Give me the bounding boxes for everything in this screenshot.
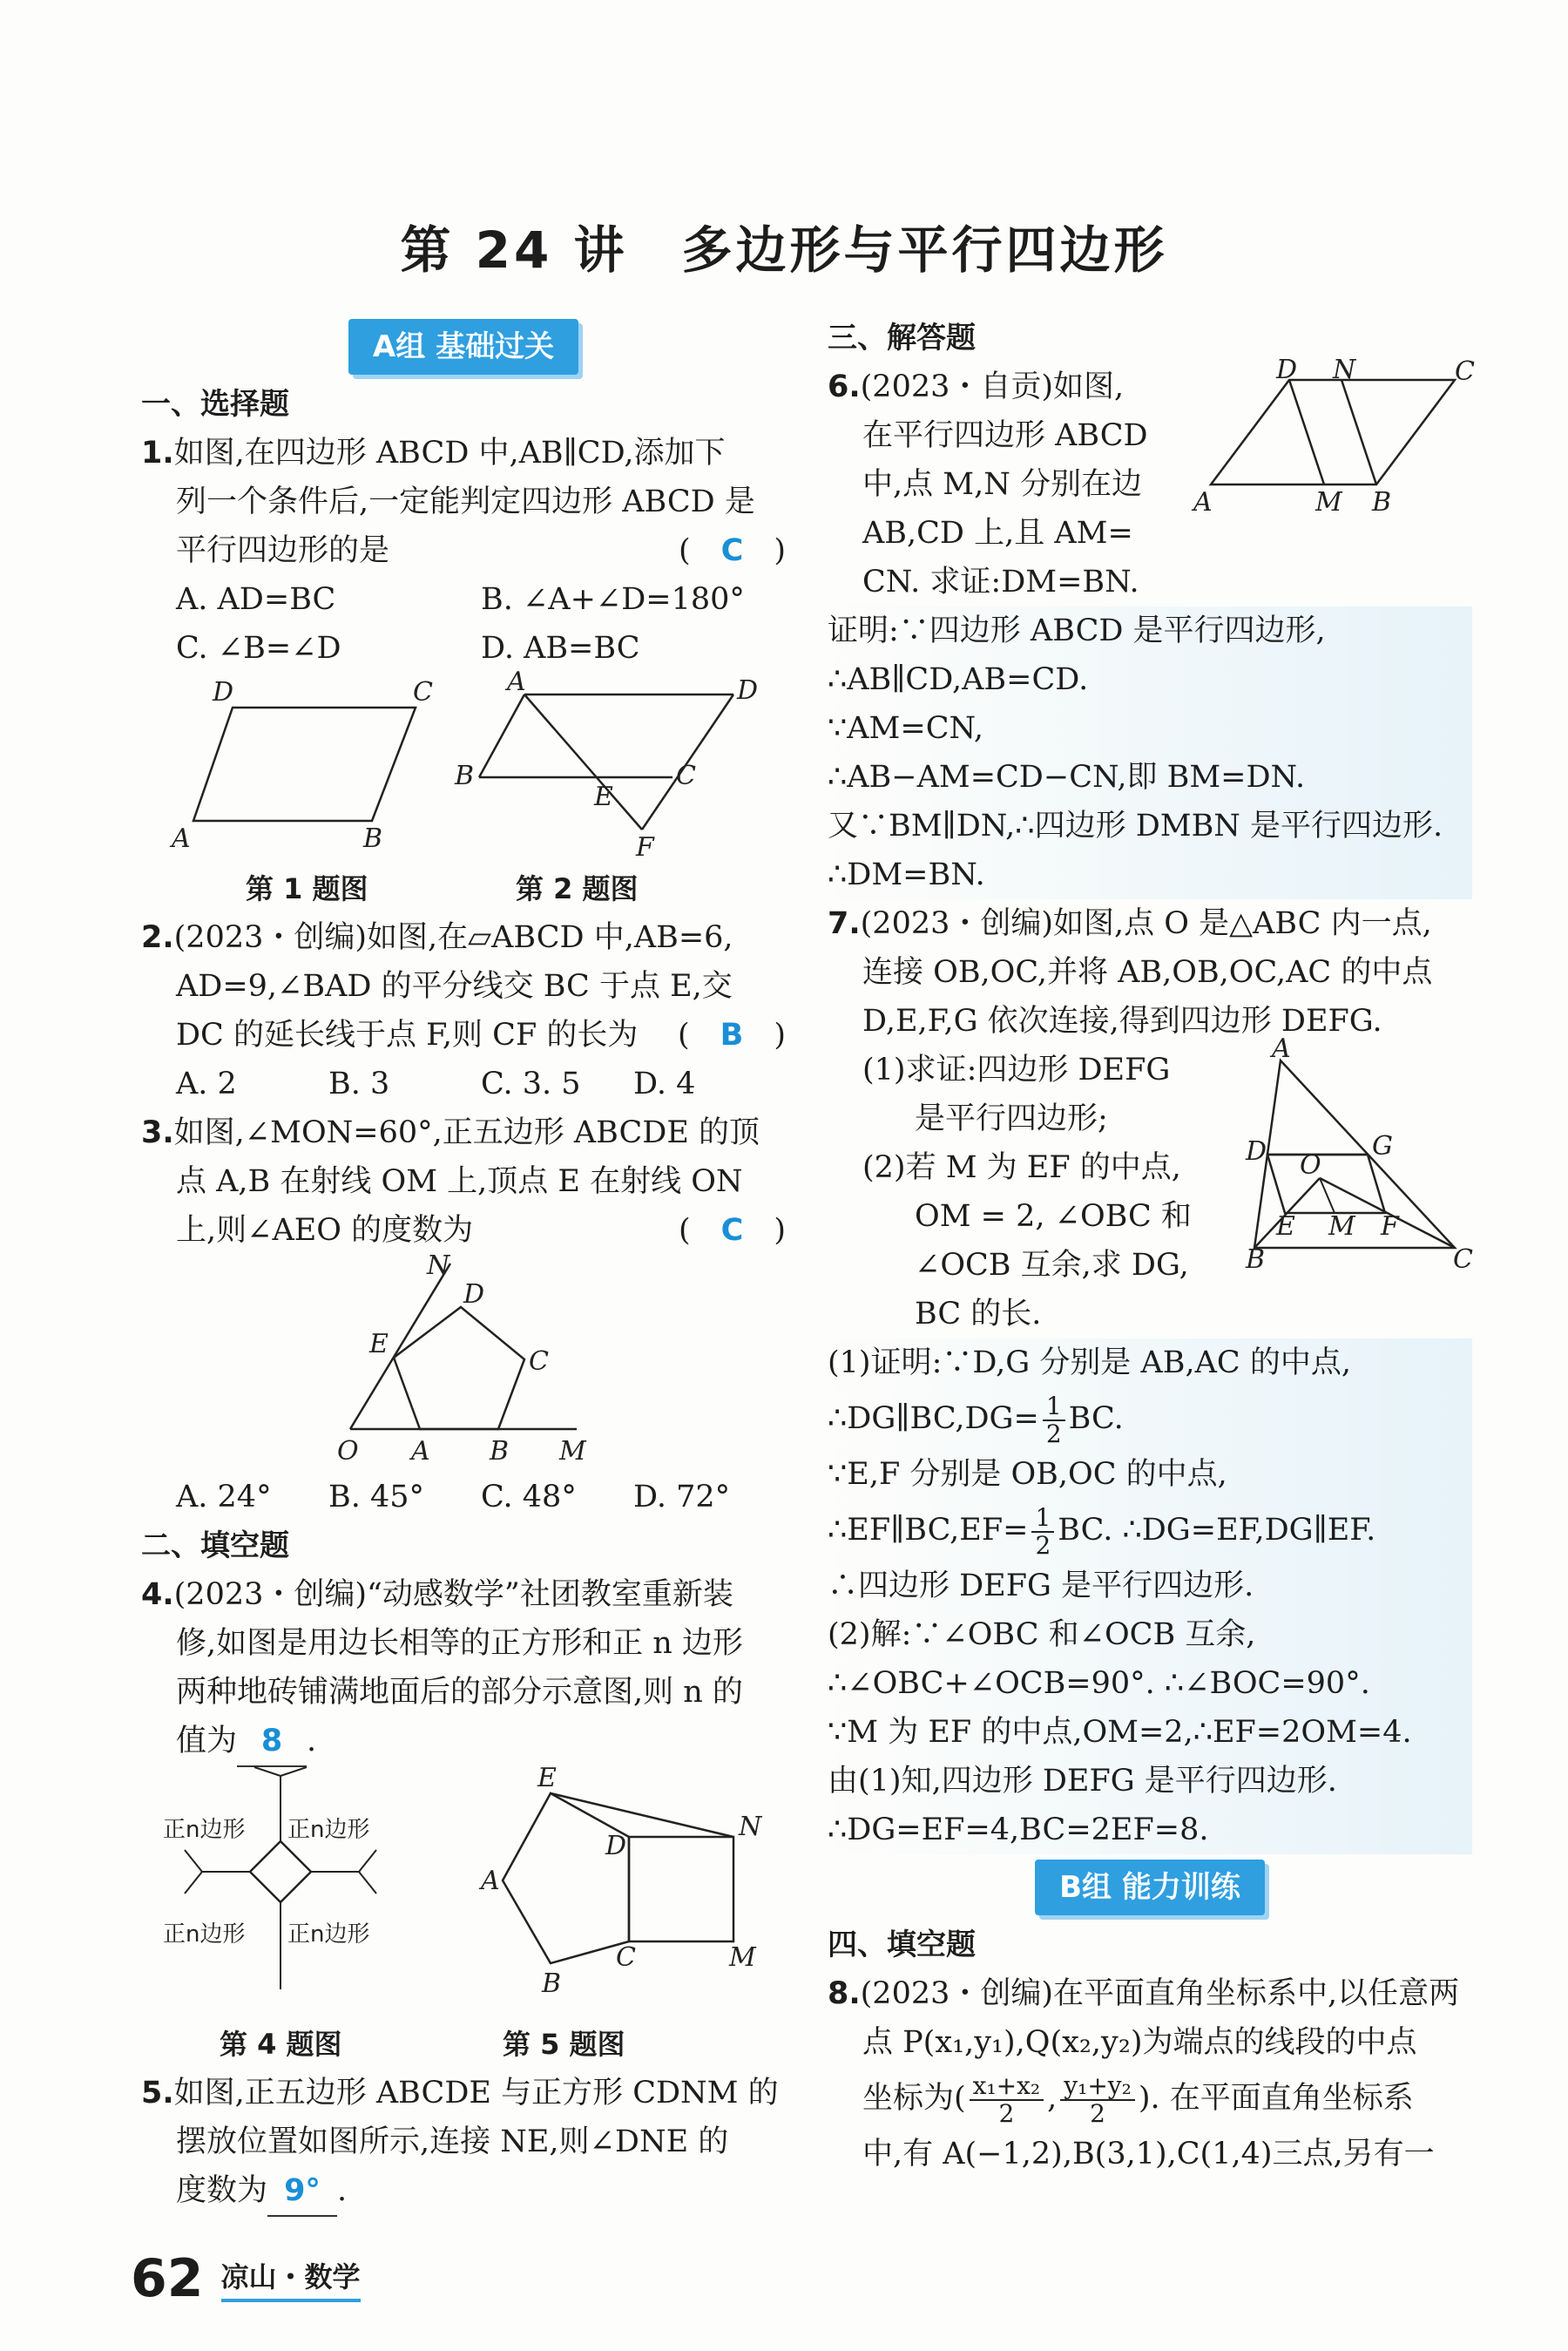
svg-text:B: B [1372, 487, 1392, 518]
page-footer [131, 2248, 361, 2309]
figure-7 [1246, 1033, 1473, 1275]
fraction-half: $\frac{1}{2}$ [1043, 1393, 1065, 1447]
group-b-banner: B组 能力训练 [828, 1860, 1472, 1915]
caption-1: 第 1 题图 [246, 872, 368, 905]
section-solve: 三、解答题 [828, 321, 976, 356]
figure-3 [141, 1250, 786, 1473]
svg-text:B: B [490, 1436, 510, 1467]
question-4: 4.(2023・创编)“动感数学”社团教室重新装 修,如图是用边长相等的正方形和正 n 边形 两种地砖铺满地面后的部分示意图,则 n 的 值为 8 . [141, 1570, 786, 1767]
figure-6 [1193, 355, 1475, 519]
proof-6: 证明:∵四边形 ABCD 是平行四边形, ∴AB∥CD,AB=CD. ∵AM=CN, ∴AB−AM=CD−CN,即 BM=DN. 又∵BM∥DN,∴四边形 DMBN 是平行四边形. ∴DM=BN. [828, 606, 1472, 899]
svg-text:A: A [1193, 487, 1213, 518]
svg-text:F: F [636, 832, 654, 863]
answer-2: B [720, 1018, 744, 1053]
svg-text:C: C [676, 761, 696, 791]
svg-text:正n边形: 正n边形 [163, 1921, 246, 1948]
svg-text:O: O [337, 1436, 359, 1467]
svg-text:B: B [455, 761, 475, 791]
svg-text:M: M [729, 1942, 756, 1973]
section-fill-2: 四、填空题 [828, 1928, 976, 1962]
question-7: 7.(2023・创编)如图,点 O 是△ABC 内一点, 连接 OB,OC,并将 AB,OB,OC,AC 的中点 D,E,F,G 依次连接,得到四边形 DEFG. (1)求证:四边形 DEFG 是平行四边形; (2)若 M 为 EF 的中点, OM = 2, ∠OBC 和 ∠OCB 互余,求 DG, BC 的长. A D G O E M F B C [828, 906, 1473, 1331]
svg-text:正n边形: 正n边形 [287, 1817, 370, 1843]
right-column [828, 314, 1475, 2178]
svg-text:B: B [1246, 1244, 1266, 1275]
svg-text:C: C [1453, 1244, 1473, 1275]
svg-text:E: E [594, 782, 613, 812]
svg-text:C: C [413, 677, 433, 708]
svg-text:正n边形: 正n边形 [287, 1921, 370, 1948]
svg-text:E: E [369, 1329, 389, 1359]
caption-4: 第 4 题图 [220, 2028, 342, 2061]
question-1: 1.如图,在四边形 ABCD 中,AB∥CD,添加下 列一个条件后,一定能判定四边形 ABCD 是 平行四边形的是 ( C ) A. AD=BC B. ∠A+∠D=180° C. ∠B=∠D D. AB=BC [141, 436, 786, 666]
svg-text:正n边形: 正n边形 [163, 1817, 246, 1843]
question-2: 2.(2023・创编)如图,在▱ABCD 中,AB=6, AD=9,∠BAD 的平分线交 BC 于点 E,交 DC 的延长线于点 F,则 CF 的长为 ( B ) A. 2 B. 3 C. 3. 5 D. 4 [141, 920, 786, 1101]
answer-5: 9° [267, 2166, 337, 2217]
page-title: 第 24 讲 多边形与平行四边形 [400, 220, 1168, 280]
svg-text:D: D [213, 677, 234, 708]
svg-text:M: M [1315, 487, 1342, 518]
svg-text:D: D [737, 675, 759, 706]
svg-text:A: A [481, 1866, 500, 1896]
svg-text:C: C [1455, 356, 1475, 387]
answer-3: C [720, 1213, 744, 1248]
question-5: 5.如图,正五边形 ABCDE 与正方形 CDNM 的 摆放位置如图所示,连接 NE,则∠DNE 的 度数为 9° . [141, 2069, 786, 2217]
svg-text:A: A [1272, 1033, 1291, 1064]
svg-text:D: D [1246, 1136, 1267, 1167]
svg-text:F: F [1381, 1211, 1399, 1242]
figures-1-2 [141, 667, 786, 864]
svg-text:M: M [1328, 1211, 1355, 1242]
fraction-half: $\frac{1}{2}$ [1031, 1505, 1054, 1559]
svg-text:A: A [507, 667, 526, 697]
svg-text:A: A [411, 1436, 430, 1467]
svg-text:G: G [1372, 1131, 1393, 1162]
svg-text:C: C [529, 1346, 549, 1377]
caption-2: 第 2 题图 [516, 872, 639, 905]
figure-1-2-svg [141, 667, 786, 864]
answer-1: C [720, 533, 744, 568]
svg-text:A: A [172, 823, 191, 854]
answer-4: 8 [237, 1717, 307, 1767]
figures-4-5 [141, 1763, 786, 2020]
book-name: 凉山・数学 [221, 2255, 361, 2302]
svg-text:O: O [1300, 1150, 1321, 1181]
left-column: A组 基础过关 一、选择题 1.如图,在四边形 ABCD 中,AB∥CD,添加下 列一个条件后,一定能判定四边形 ABCD 是 平行四边形的是 ( C ) A. AD=BC B. ∠A+∠D=180° C. ∠B=∠D D. AB=BC A B C D A D B C E F 第 1 题图 第 2 题图 2.(2023・创编)如图,在▱ABCD 中,AB=6, AD=9,∠BAD 的平分线交 BC 于点 E,交 DC 的延长线于点 F,则 CF 的长为 ( B ) A. 2 B. 3 C. 3. 5 D. 4 3.如图,∠MON=60°,正五边形 ABCDE 的顶 点 A,B 在射线 OM 上,顶点 E 在射线 ON 上,则∠AEO 的度数为 ( C ) O A B M C D E N A. 24° B. 45° C. 48° D. 72° 二、填空题 4.(2023・创编)“动感数学”社团教室重新装 修,如图是用边长相等的正方形和正 n 边形 两种地砖铺满地面后的部分示意图,则 n 的 值为 8 . 正n边形 正n边形 正n边形 正n边形 E D N A B C M 第 4 题图 第 5 题图 5.如图,正五边形 ABCDE 与正方形 CDNM 的 摆放位置如图所示,连接 NE,则∠DNE 的 度数为 9° . [141, 314, 786, 2217]
svg-text:B: B [542, 1968, 562, 1999]
svg-text:B: B [363, 823, 383, 854]
svg-text:E: E [537, 1763, 557, 1793]
section-fill: 二、填空题 [141, 1528, 289, 1563]
proof-7: (1)证明:∵D,G 分别是 AB,AC 的中点, ∴DG∥BC,DG= $\frac{1}{2}$ BC. ∵E,F 分别是 OB,OC 的中点, ∴EF∥BC,EF= $\frac{1}{2}$ BC. ∴DG=EF,DG∥EF. ∴四边形 DEFG 是平行四边形. (2)解:∵∠OBC 和∠OCB 互余, ∴∠OBC+∠OCB=90°. ∴∠BOC=90°. ∵M 为 EF 的中点,OM=2,∴EF=2OM=4. 由(1)知,四边形 DEFG 是平行四边形. ∴DG=EF=4,BC=2EF=8. [828, 1338, 1472, 1854]
page-number: 62 [131, 2248, 204, 2309]
svg-text:N: N [1333, 355, 1356, 385]
svg-text:M: M [559, 1436, 586, 1467]
svg-text:E: E [1276, 1211, 1295, 1242]
group-a-banner: A组 基础过关 [141, 319, 786, 375]
svg-text:N: N [739, 1812, 762, 1842]
question-8: 8.(2023・创编)在平面直角坐标系中,以任意两 点 P(x₁,y₁),Q(x₂,y₂)为端点的线段的中点 坐标为( $\frac{\text{x₁+x₂}}{2}$ , $\frac{\text{y₁+y₂}}{2}$ ). 在平面直角坐标系 中,有 A(−1,2),B(3,1),C(1,4)三点,另有一 [828, 1976, 1460, 2171]
svg-text:D: D [1276, 355, 1298, 385]
question-6: 6.(2023・自贡)如图, 在平行四边形 ABCD 中,点 M,N 分别在边 AB,CD 上,且 AM= CN. 求证:DM=BN. A M B C D N [828, 355, 1475, 600]
caption-5: 第 5 题图 [503, 2028, 625, 2061]
section-choice: 一、选择题 [141, 387, 289, 422]
svg-text:D: D [463, 1279, 485, 1310]
svg-text:C: C [616, 1942, 636, 1973]
svg-text:D: D [605, 1831, 627, 1861]
question-3: 3.如图,∠MON=60°,正五边形 ABCDE 的顶 点 A,B 在射线 OM 上,顶点 E 在射线 ON 上,则∠AEO 的度数为 ( C ) [141, 1115, 786, 1248]
svg-text:N: N [427, 1250, 450, 1281]
